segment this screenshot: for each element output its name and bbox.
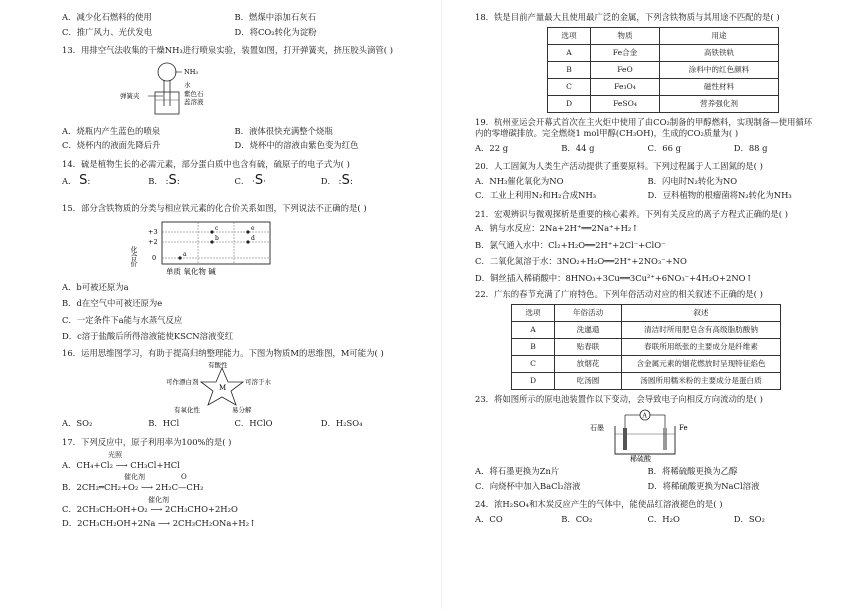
q15-option-c: C．一定条件下a能与水蒸气反应 [62,314,183,325]
q14-option-b [148,173,234,195]
q14-option-d-label: D． [320,176,336,186]
q14-d-dots-r: : [349,177,353,187]
table-cell: 吃汤圆 [555,372,622,389]
q14-option-c-label: C． [234,176,250,186]
q17-d-equation: D．2CH₃CH₂OH+2Na ⟶ 2CH₃CH₂ONa+H₂↑ [62,517,257,528]
table-cell: 放烟花 [555,355,622,372]
q21-option-c: C．二氧化氮溶于水：3NO₂+H₂O══2H⁺+2NO₃⁻+NO [475,256,687,266]
q14-b-dots: : [165,177,169,187]
graphite-label: 石墨 [590,424,604,432]
q14-d-symbol: S [341,173,350,188]
table-row [548,27,779,44]
table-cell: 涂料中的红色颜料 [660,61,779,78]
q24-option-d: D．SO₂ [733,513,765,524]
mindmap-decompose: 易分解 [232,406,252,414]
point-c: c [215,224,219,232]
q15-option-a: A．b可被还原为a [62,281,129,292]
mindmap-bleach: 可作漂白剂 [166,378,199,386]
q14-c-dots-r: · [263,177,266,187]
q14-d-dots: : [338,177,342,187]
question-16: 16．运用思维图学习，有助于提高归纳整理能力。下图为物质M的思维图，M可能为( ) [62,347,384,358]
q19-option-d: D．88 g [733,142,768,153]
q15-valence-figure [62,218,407,278]
question-24: 24．浓H₂SO₄和木炭反应产生的气体中，能使品红溶液褪色的是( ) [475,499,723,509]
table-row [548,44,779,61]
table-cell: A [548,44,591,61]
q14-option-d [321,173,407,195]
table-cell: 含金属元素的烟花燃放时呈现特征焰色 [622,355,781,372]
page-fold-line [441,0,442,609]
q17-b-oxygen: O [181,473,187,482]
table-row [548,95,779,112]
point-b: b [215,234,219,242]
table-row [512,304,781,321]
q23-option-b: B．将稀硫酸更换为乙醇 [647,466,738,476]
q20-options [475,176,820,205]
q22-table [511,304,781,390]
question-19-line1: 19．杭州亚运会开幕式首次在主火炬中使用了由CO₂制备的甲醇燃料，实现制备—使用循环 [475,116,813,127]
q23-cell-figure [475,408,820,462]
q20-option-b: B．闪电时N₂转化为NO [647,175,738,186]
question-18: 18．铁是目前产量最大且使用最广泛的金属，下列含铁物质与其用途不匹配的是( ) [475,12,780,22]
question-23: 23．将如图所示的原电池装置作以下变动，会导致电子向相反方向流动的是( ) [475,393,763,404]
table-cell: 磁性材料 [660,78,779,95]
dilute-acid-label: 稀硫酸 [630,455,651,462]
water-label: 水 [184,80,191,89]
iron-electrode-label: Fe [679,424,688,432]
q17-a-condition: 光照 [108,451,122,459]
q17-a-equation: A．CH₄+Cl₂ ⟶ CH₃Cl+HCl [62,459,180,470]
table-cell: A [512,321,555,338]
table-cell: B [548,61,591,78]
q16-option-c: C．HClO [234,418,273,428]
table-row [512,321,781,338]
mindmap-acidic: 有酸性 [208,362,228,369]
table-cell: 高铁铁轨 [660,44,779,61]
q17-b-equation: B．2CH₂═CH₂+O₂ ⟶ 2H₂C—CH₂ [62,482,204,492]
q13-options [62,126,407,155]
table-cell: Fe₃O₄ [591,78,660,95]
table-cell: 营养强化剂 [660,95,779,112]
table-row [512,355,781,372]
q24-options [475,514,820,529]
table-cell: Fe合金 [591,44,660,61]
q24-option-b: B．CO₂ [561,513,593,524]
q14-a-symbol: S [79,173,88,188]
q16-option-b: B．HCl [148,418,180,428]
q12-options [62,12,407,41]
table-cell: D [548,95,591,112]
q14-option-a-label: A． [62,176,77,186]
q14-option-a [62,173,148,195]
table-cell: B [512,338,555,355]
question-19-line2: 内的零增碳排放。完全燃烧1 mol甲醇(CH₃OH)，生成的CO₂质量为( ) [475,128,739,138]
table-cell: 用途 [660,27,779,44]
table-cell: 清洁时所用肥皂含有高级脂肪酸钠 [622,321,781,338]
table-cell: FeO [591,61,660,78]
question-20: 20．人工固氮为人类生产活动提供了重要原料。下列过程属于人工固氮的是( ) [475,161,763,171]
q12-option-c: C．推广风力、光伏发电 [62,26,153,37]
q21-option-b: B．氯气通入水中：Cl₂+H₂O══2H⁺+2Cl⁻+ClO⁻ [475,239,666,250]
q16-mindmap-figure [62,362,407,414]
q23-options [475,466,820,495]
table-cell: FeSO₄ [591,95,660,112]
table-cell: 年俗活动 [555,304,622,321]
q17-c-equation: C．2CH₃CH₂OH+O₂ ⟶ 2CH₃CHO+2H₂O [62,504,238,515]
q12-option-b: B．燃煤中添加石灰石 [234,12,317,22]
fountain-apparatus-diagram [62,60,262,122]
table-cell: 选项 [512,304,555,321]
q14-options [62,173,407,199]
q15-option-b: B．d在空气中可被还原为e [62,298,163,308]
ammeter-label: A [642,412,647,420]
q19-options [475,143,820,158]
q17-option-a [62,451,407,470]
table-cell: 洗邋遢 [555,321,622,338]
table-cell: 春联所用纸张的主要成分是纤维素 [622,338,781,355]
left-column [62,12,407,528]
q13-option-d: D．烧杯中的溶液由紫色变为红色 [234,140,359,150]
question-14: 14．硫是植物生长的必需元素，部分蛋白质中也含有硫，硫原子的电子式为( ) [62,158,350,169]
right-column [475,12,820,532]
q18-table [547,27,779,113]
q13-option-a: A．烧瓶内产生蓝色的喷泉 [62,125,161,136]
mindmap-center-m: M [219,384,227,392]
table-cell: 选项 [548,27,591,44]
litmus-label-1: 紫色石 [184,89,204,98]
q21-option-a: A．钠与水反应：2Na+2H⁺══2Na⁺+H₂↑ [475,223,639,233]
iron-valence-chart [62,218,322,278]
tick-zero: 0 [152,253,157,262]
q17-b-condition: 催化剂 [124,473,145,482]
q12-option-a: A．减少化石燃料的使用 [62,12,152,22]
q14-a-dots: : [87,177,91,187]
table-cell: 贴春联 [555,338,622,355]
q17-c-condition: 催化剂 [148,495,169,504]
category-axis-labels: 单质 氧化物 碱 [166,266,216,276]
galvanic-cell-diagram [475,408,735,462]
table-cell: 叙述 [622,304,781,321]
q14-c-symbol: S [254,173,264,188]
table-row [548,78,779,95]
valence-axis-label: 化合价 [130,245,138,267]
question-17: 17．下列反应中，原子利用率为100%的是( ) [62,436,232,447]
point-a: a [183,250,187,258]
nh3-label: NH₃ [184,67,198,76]
mindmap-oxidizing: 有氧化性 [174,406,200,414]
q23-option-d: D．将稀硫酸更换为NaCl溶液 [647,480,760,491]
q20-option-a: A．NH₃催化氧化为NO [475,175,564,186]
litmus-label-2: 蕊溶液 [184,97,204,106]
q16-options [62,418,407,433]
question-21: 21．宏观辨识与微观探析是重要的核心素养。下列有关反应的离子方程式正确的是( ) [475,208,788,219]
q15-option-d: D．c溶于盐酸后所得溶液能使KSCN溶液变红 [62,331,234,341]
q13-option-b: B．液体很快充满整个烧瓶 [234,125,333,136]
q17-option-c [62,496,407,515]
q20-option-d: D．豆科植物的根瘤菌将N₂转化为NH₃ [647,190,792,200]
q14-c-dots: · [251,177,255,187]
question-13: 13．用排空气法收集的干燥NH₃进行喷泉实验，装置如图，打开弹簧夹，挤压胶头滴管( ) [62,45,393,55]
q14-option-b-label: B． [148,176,163,186]
q16-option-a: A．SO₂ [62,418,93,428]
table-cell: D [512,372,555,389]
table-row [512,372,781,389]
q13-fountain-figure [62,60,407,122]
table-cell: C [548,78,591,95]
table-row [548,61,779,78]
q14-option-c [235,173,321,195]
mindmap-soluble: 可溶于水 [245,378,271,386]
q24-option-a: A．CO [475,513,503,524]
point-e: e [251,224,255,232]
spring-clip-label: 弹簧夹 [120,91,140,100]
q23-option-c: C．向烧杯中加入BaCl₂溶液 [475,480,581,491]
tick-plus3: +3 [148,227,158,236]
q21-option-d: D．铜丝插入稀硝酸中：8HNO₃+3Cu══3Cu²⁺+6NO₃⁻+4H₂O+2NO↑ [475,272,753,283]
q14-b-symbol: S [168,173,177,188]
q17-option-b [62,473,407,492]
q19-option-b: B．44 g [561,142,595,153]
q24-option-c: C．H₂O [647,513,680,524]
star-mindmap [62,362,322,414]
q20-option-c: C．工业上利用N₂和H₂合成NH₃ [475,190,597,200]
question-15: 15．部分含铁物质的分类与相应铁元素的化合价关系如图，下列说法不正确的是( ) [62,203,367,213]
question-22: 22．广东的春节充满了广府特色。下列年俗活动对应的相关叙述不正确的是( ) [475,289,763,299]
table-row [512,338,781,355]
q12-option-d: D．将CO₂转化为淀粉 [234,26,317,37]
q13-option-c: C．烧杯内的液面先降后升 [62,140,161,150]
point-d: d [251,234,255,242]
table-cell: 汤圆所用糯米粉的主要成分是蛋白质 [622,372,781,389]
q16-option-d: D．H₂SO₄ [320,418,363,428]
tick-plus2: +2 [148,237,158,246]
q19-option-a: A．22 g [475,142,509,153]
q19-option-c: C．66 g [647,142,681,153]
q23-option-a: A．将石墨更换为Zn片 [475,466,560,476]
table-cell: 物质 [591,27,660,44]
q14-b-dots-r: : [176,177,180,187]
table-cell: C [512,355,555,372]
